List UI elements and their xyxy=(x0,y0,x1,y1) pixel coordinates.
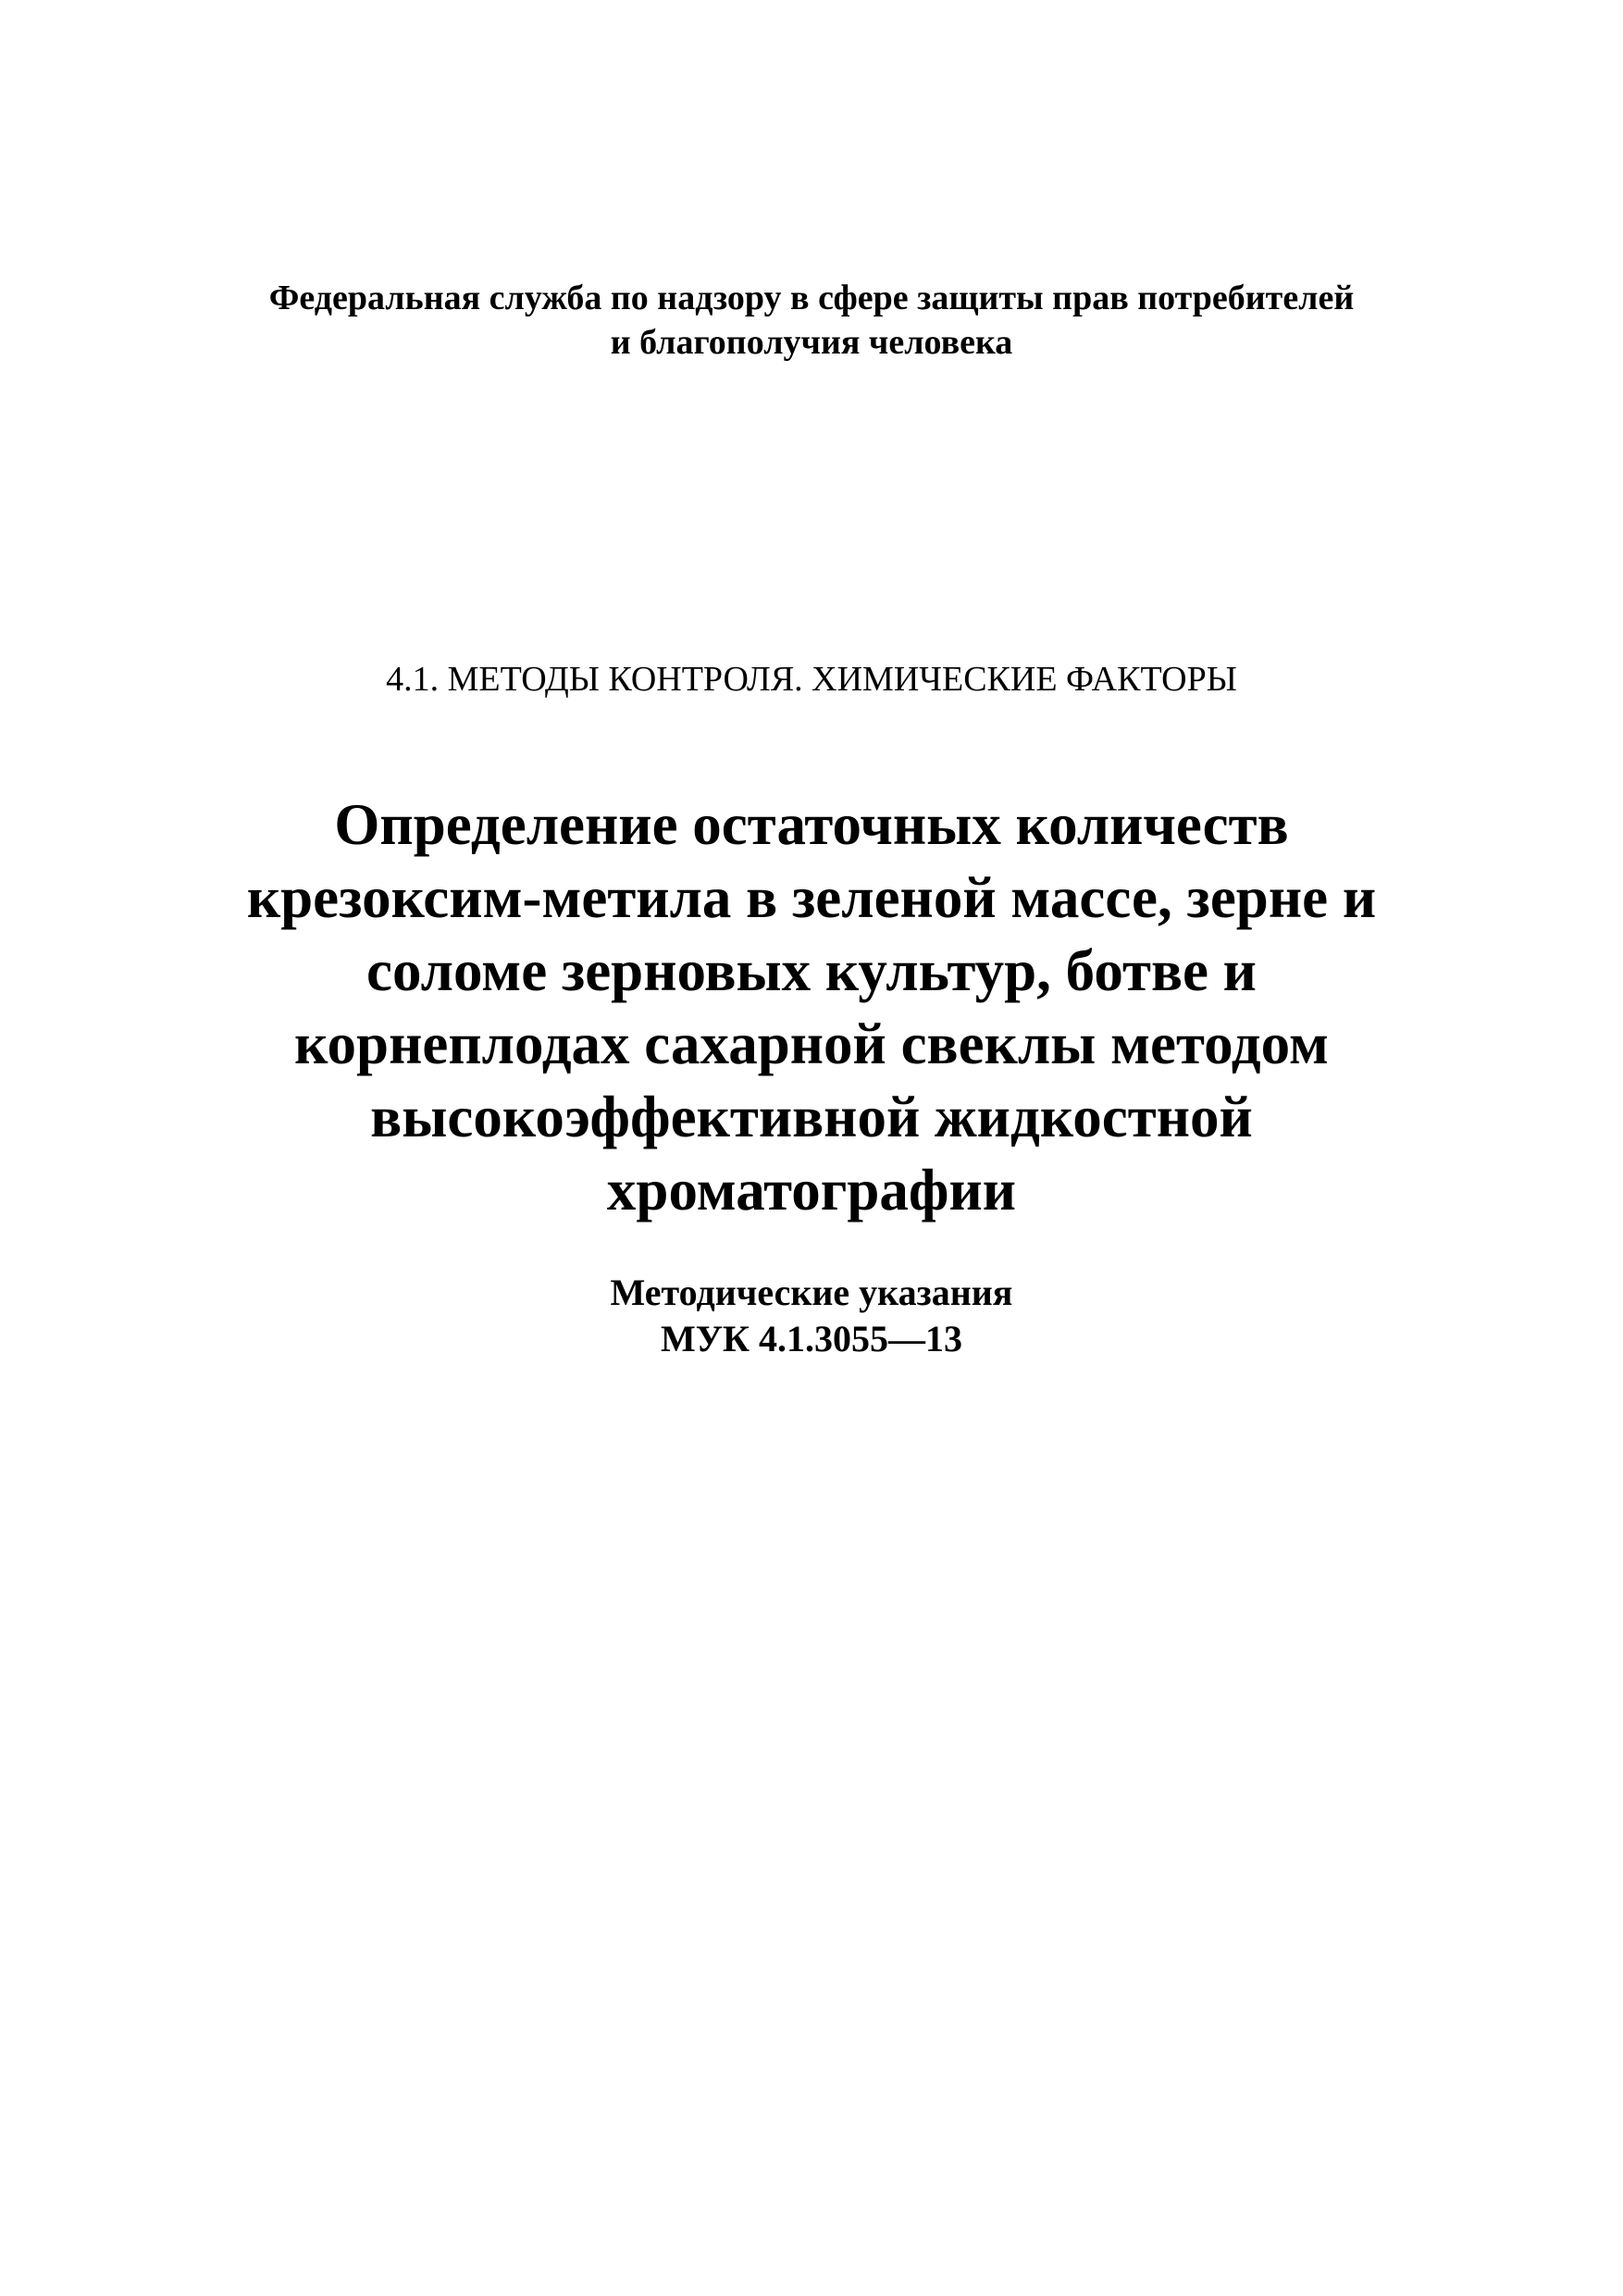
series-label xyxy=(0,657,1623,701)
document-type xyxy=(0,1270,1623,1362)
title-line-4: корнеплодах сахарной свеклы методом xyxy=(294,1011,1329,1076)
series-text: 4.1. МЕТОДЫ КОНТРОЛЯ. ХИМИЧЕСКИЕ ФАКТОРЫ xyxy=(386,660,1237,699)
title-line-1: Определение остаточных количеств xyxy=(334,792,1289,857)
title-line-5: высокоэффективной жидкостной xyxy=(370,1085,1253,1149)
document-title xyxy=(0,788,1623,1227)
agency-header xyxy=(0,276,1623,365)
document-type-name: Методические указания xyxy=(610,1272,1013,1313)
agency-line-1: Федеральная служба по надзору в сфере защиты прав потребителей xyxy=(268,279,1355,317)
agency-line-2: и благополучия человека xyxy=(610,323,1013,362)
title-line-2: крезоксим-метила в зеленой массе, зерне и xyxy=(246,865,1377,930)
title-line-6: хроматографии xyxy=(606,1158,1017,1222)
document-code: МУК 4.1.3055—13 xyxy=(660,1318,963,1359)
title-line-3: соломе зерновых культур, ботве и xyxy=(366,938,1257,1003)
